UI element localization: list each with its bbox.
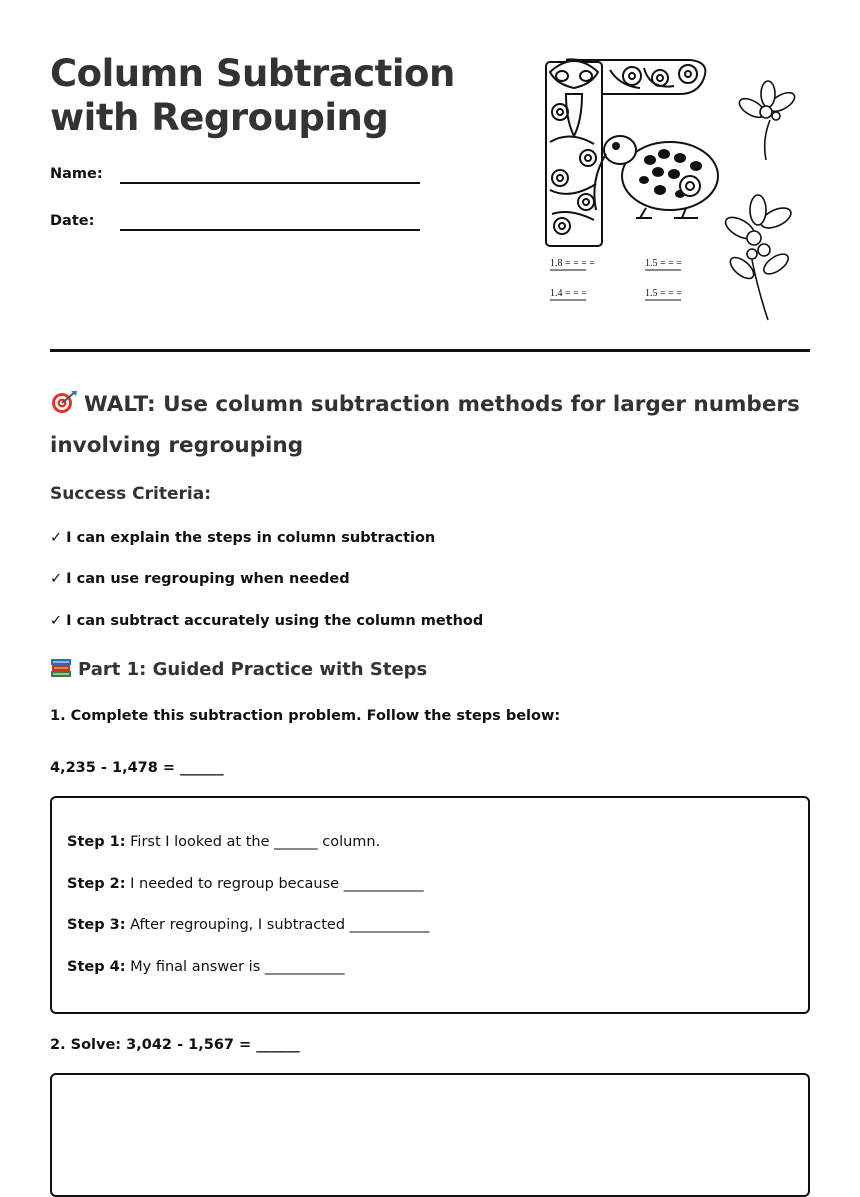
date-field[interactable] <box>50 213 94 229</box>
question-1-instruction: 1. Complete this subtraction problem. Follow the steps below: <box>50 708 561 724</box>
check-icon: ✓ <box>50 571 63 587</box>
date-line[interactable] <box>120 229 420 231</box>
name-label: Name: <box>50 166 103 182</box>
books-icon <box>50 658 72 683</box>
success-criteria-heading: Success Criteria: <box>50 484 212 504</box>
step-4: Step 4: My final answer is ___________ <box>67 959 345 975</box>
question-1-problem: 4,235 - 1,478 = ______ <box>50 760 224 776</box>
check-icon: ✓ <box>50 530 63 546</box>
scribble-note: 1.8 = = = = <box>550 258 596 269</box>
criteria-item: ✓ I can use regrouping when needed <box>50 571 350 587</box>
part-1-heading: Part 1: Guided Practice with Steps <box>50 658 427 683</box>
target-icon <box>50 389 78 427</box>
steps-answer-box[interactable] <box>50 796 810 1014</box>
name-line[interactable] <box>120 182 420 184</box>
scribble-note: 1.5 = = = <box>645 288 682 299</box>
question-2-answer-box[interactable] <box>50 1073 810 1197</box>
title-line-1: Column Subtraction <box>50 52 455 95</box>
walt-heading <box>50 386 810 465</box>
name-field[interactable] <box>50 166 103 182</box>
check-icon: ✓ <box>50 613 63 629</box>
pohutukawa-flower-icon <box>722 81 797 320</box>
scribble-note: 1.4 = = = <box>550 288 587 299</box>
date-label: Date: <box>50 213 95 229</box>
title-line-2: with Regrouping <box>50 96 389 139</box>
step-2: Step 2: I needed to regroup because ___________ <box>67 876 424 892</box>
criteria-item: ✓ I can explain the steps in column subtraction <box>50 530 436 546</box>
criteria-item: ✓ I can subtract accurately using the column method <box>50 613 484 629</box>
step-1: Step 1: First I looked at the ______ column. <box>67 834 381 850</box>
step-3: Step 3: After regrouping, I subtracted ___________ <box>67 917 430 933</box>
page-title <box>50 52 455 140</box>
scribble-note: 1.5 = = = <box>645 258 682 269</box>
walt-line-1: WALT: Use column subtraction methods for larger numbers <box>84 392 800 417</box>
kiwi-bird-letter-f-icon <box>540 50 810 330</box>
header-divider <box>50 349 810 352</box>
question-2-problem: 2. Solve: 3,042 - 1,567 = ______ <box>50 1037 300 1053</box>
walt-line-2: involving regrouping <box>50 433 304 458</box>
